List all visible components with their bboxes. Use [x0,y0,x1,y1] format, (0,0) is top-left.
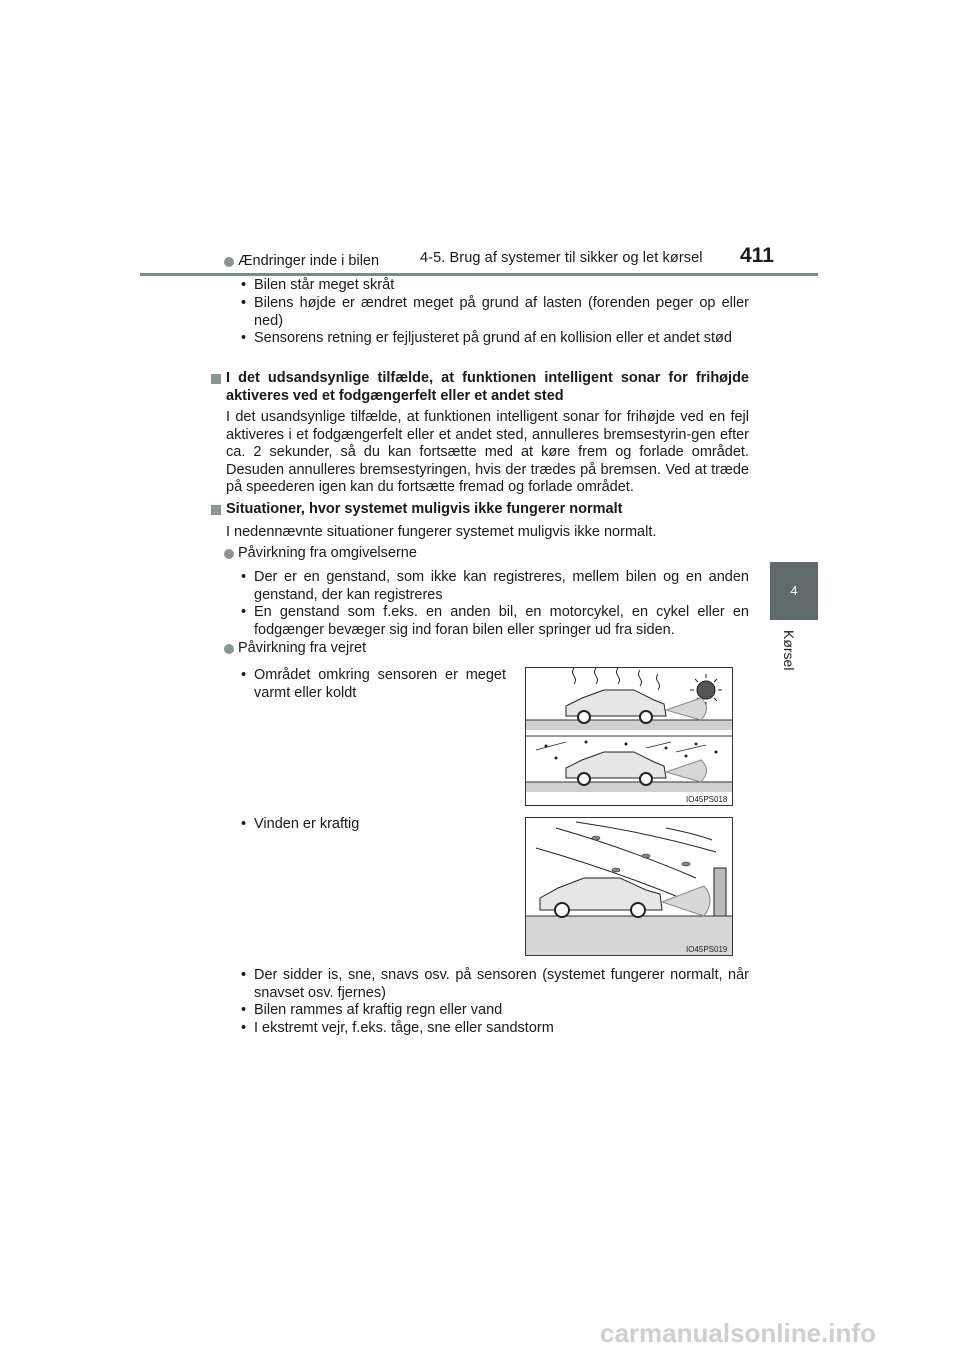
car-wind-illustration [526,818,732,955]
circle-bullet-icon [224,549,234,559]
circle-bullet-icon [224,644,234,654]
list-item: • Området omkring sensoren er meget varmt eller koldt [241,667,506,701]
list-item: • En genstand som f.eks. en anden bil, en motorcykel, en cykel eller en fodgænger bevæger sig ind foran bilen eller springer ud fra siden. [241,604,749,638]
list-item: • Bilens højde er ændret meget på grund af lasten (forenden peger op eller ned) [241,295,749,329]
header-rule [140,273,818,276]
square-bullet-icon [211,505,221,515]
car-temperature-illustration [526,668,732,805]
square-bullet-icon [211,374,221,384]
page-number: 411 [740,244,774,267]
circle-bullet-icon [224,257,234,267]
section-body: I det usandsynlige tilfælde, at funktionen intelligent sonar for frihøjde ved en fejl aktiveres i et fodgængerfelt eller et andet sted, annulleres bremsestyrin-gen efter ca. 2 sekunder, så du kan fortsætte med at køre frem og forlade området. Desuden annulleres bremsestyringen, hvis der trædes på bremsen. Ved at træde på speederen igen kan du fortsætte fremad og forlade området. [226,409,749,495]
list-item: • I ekstremt vejr, f.eks. tåge, sne eller sandstorm [241,1020,554,1036]
bullet-heading: Ændringer inde i bilen [238,253,380,269]
illustration-wind [525,817,733,956]
chapter-tab[interactable]: 4 [770,562,818,620]
figure-code: IO45PS019 [686,945,728,954]
chapter-label: Kørsel [781,630,797,671]
bullet-heading: Påvirkning fra omgivelserne [238,545,417,561]
list-item: • Sensorens retning er fejljusteret på grund af en kollision eller et andet stød [241,330,732,346]
bullet-heading: Påvirkning fra vejret [238,640,367,656]
figure-code: IO45PS018 [686,795,728,804]
list-item: • Bilen rammes af kraftig regn eller vand [241,1002,503,1018]
section-heading: I det udsandsynlige tilfælde, at funktionen intelligent sonar for frihøjde aktiveres ved et fodgængerfelt eller et andet sted [226,370,749,404]
list-item: • Der sidder is, sne, snavs osv. på sensoren (systemet fungerer normalt, når snavset osv. fjernes) [241,967,749,1001]
section-body: I nedennævnte situationer fungerer systemet muligvis ikke normalt. [226,524,657,540]
list-item: • Der er en genstand, som ikke kan registreres, mellem bilen og en anden genstand, der kan registreres [241,569,749,603]
watermark-text: carmanualsonline.info [600,1318,876,1348]
illustration-heat-cold [525,667,733,806]
section-heading: Situationer, hvor systemet muligvis ikke fungerer normalt [226,501,623,517]
section-title: 4-5. Brug af systemer til sikker og let kørsel [420,250,703,266]
list-item: • Vinden er kraftig [241,816,360,832]
list-item: • Bilen står meget skråt [241,277,395,293]
